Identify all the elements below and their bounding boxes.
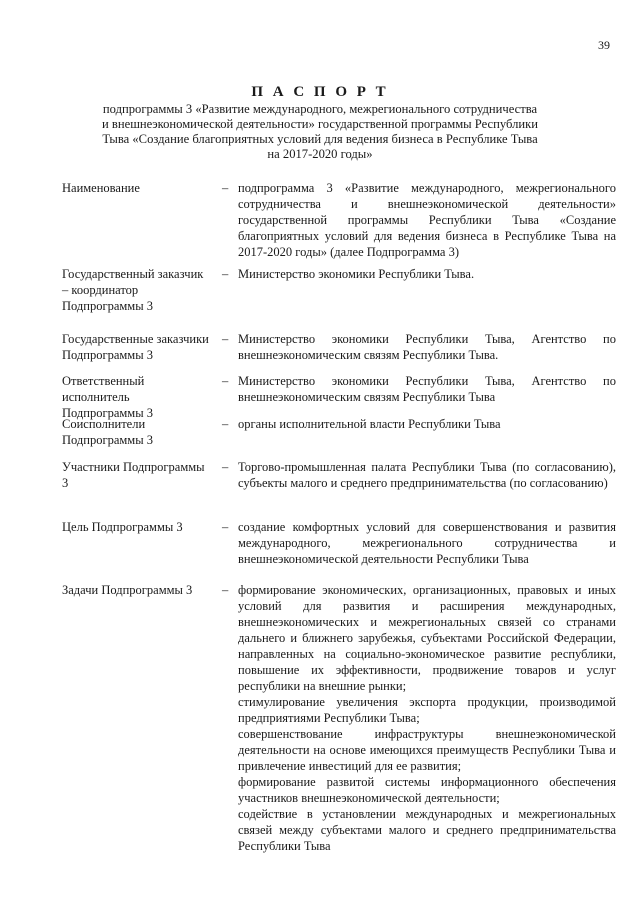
row-label: Государственные заказчики Подпрограммы 3 bbox=[62, 332, 209, 362]
row-dash: – bbox=[222, 460, 229, 474]
page-number: 39 bbox=[598, 38, 610, 52]
row-label: Ответственный исполнитель Подпрограммы 3 bbox=[62, 374, 153, 420]
row-label: Участники Подпрограммы 3 bbox=[62, 460, 205, 490]
row-dash: – bbox=[222, 181, 229, 195]
row-label: Государственный заказчик – координатор Подпрограммы 3 bbox=[62, 267, 204, 313]
row-value: Министерство экономики Республики Тыва, Агентство по внешнеэкономическим связям Республики Тыва bbox=[238, 374, 616, 404]
tasks-list bbox=[238, 582, 616, 854]
task-item: стимулирование увеличения экспорта продукции, производимой предприятиями Республики Тыва; bbox=[238, 695, 616, 725]
row-value: Торгово-промышленная палата Республики Тыва (по согласованию), субъекты малого и среднего предпринимательства (по согласованию) bbox=[238, 460, 616, 490]
task-item: содействие в установлении международных и межрегиональных связей между субъектами малого и среднего предпринимательства Республики Тыва bbox=[238, 807, 616, 853]
task-item: формирование развитой системы информационного обеспечения участников внешнеэкономической деятельности; bbox=[238, 775, 616, 805]
row-dash: – bbox=[222, 374, 229, 388]
row-label: Соисполнители Подпрограммы 3 bbox=[62, 417, 153, 447]
task-item: формирование экономических, организационных, правовых и иных условий для развития и расширения международных, внешнеэкономических и межрегиональных связей со странами дальнего и ближнего зарубежья, субъектами Российской Федерации, направленных на социально-экономическое развитие республики, повышение их эффективности, продвижение товаров и услуг республики на внешние рынки; bbox=[238, 583, 616, 693]
row-dash: – bbox=[222, 583, 229, 597]
row-label: Цель Подпрограммы 3 bbox=[62, 520, 183, 534]
row-label: Наименование bbox=[62, 181, 140, 195]
row-label: Задачи Подпрограммы 3 bbox=[62, 583, 193, 597]
document-title: П А С П О Р Т bbox=[251, 84, 389, 100]
row-dash: – bbox=[222, 332, 229, 346]
task-item: совершенствование инфраструктуры внешнеэкономической деятельности на основе имеющихся преимуществ Республики Тыва и привлечение инвестиций для ее развития; bbox=[238, 727, 616, 773]
row-value: органы исполнительной власти Республики Тыва bbox=[238, 417, 501, 431]
row-dash: – bbox=[222, 417, 229, 431]
row-value: Министерство экономики Республики Тыва. bbox=[238, 267, 475, 281]
row-dash: – bbox=[222, 520, 229, 534]
row-value: создание комфортных условий для совершенствования и развития международного, межрегионального сотрудничества и внешнеэкономической деятельности Республики Тыва bbox=[238, 520, 616, 566]
row-value: подпрограмма 3 «Развитие международного, межрегионального сотрудничества и внешнеэкономической деятельности» государственной программы Республики Тыва «Создание благоприятных условий для ведения бизнеса в Республике Тыва на 2017-2020 годы» (далее Подпрограмма 3) bbox=[238, 181, 616, 259]
row-dash: – bbox=[222, 267, 229, 281]
row-value: Министерство экономики Республики Тыва, Агентство по внешнеэкономическим связям Республики Тыва. bbox=[238, 332, 616, 362]
document-subtitle: подпрограммы 3 «Развитие международного, межрегионального сотрудничества и внешнеэкономической деятельности» государственной программы Республики Тыва «Создание благоприятных условий для ведения бизнеса в Республике Тыва на 2017-2020 годы» bbox=[102, 102, 538, 161]
